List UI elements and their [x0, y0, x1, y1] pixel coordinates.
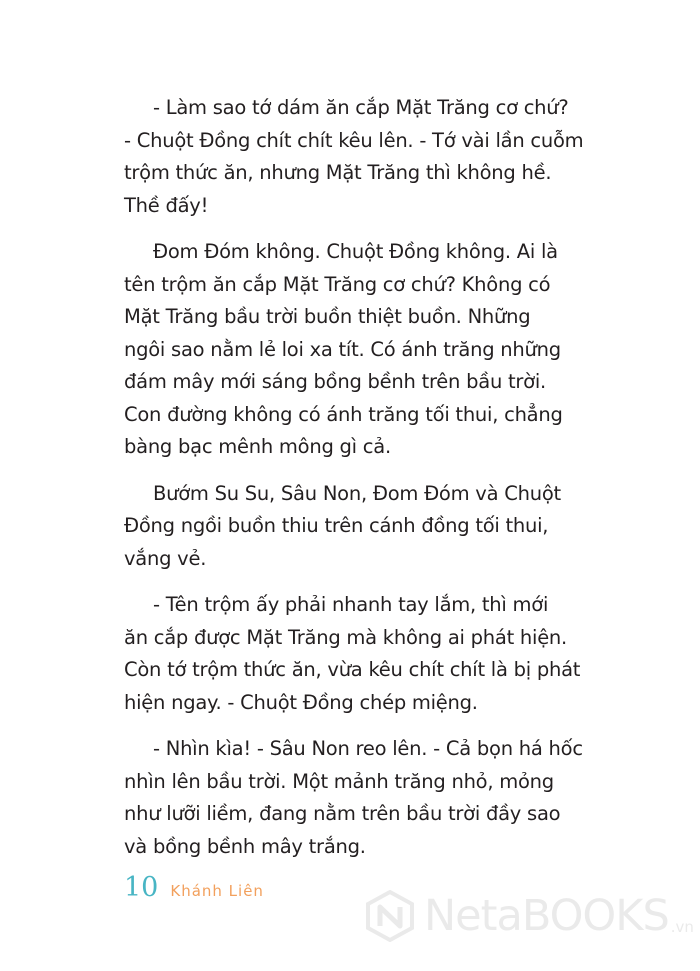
text-line: nhìn lên bầu trời. Một mảnh trăng nhỏ, mỏng [124, 769, 554, 793]
paragraph [124, 92, 584, 222]
text-line: ăn cắp được Mặt Trăng mà không ai phát hiện. [124, 625, 567, 649]
text-line: - Làm sao tớ dám ăn cắp Mặt Trăng cơ chứ? [153, 96, 569, 119]
text-line: Còn tớ trộm thức ăn, vừa kêu chít chít là bị phát [124, 658, 581, 681]
text-line: Đom Đóm không. Chuột Đồng không. Ai là [153, 240, 558, 263]
body-text [124, 92, 584, 877]
text-line: hiện ngay. - Chuột Đồng chép miệng. [124, 690, 478, 714]
paragraph [124, 236, 584, 464]
text-line: Con đường không có ánh trăng tối thui, chẳng [124, 402, 563, 426]
text-line: - Nhìn kìa! - Sâu Non reo lên. - Cả bọn há hốc [153, 737, 583, 760]
netabooks-logo-icon [364, 890, 416, 942]
paragraph [124, 478, 584, 576]
text-line: ngôi sao nằm lẻ loi xa tít. Có ánh trăng những [124, 337, 561, 361]
text-line: Bướm Su Su, Sâu Non, Đom Đóm và Chuột [153, 481, 561, 505]
text-line: vắng vẻ. [124, 546, 207, 570]
text-line: Mặt Trăng bầu trời buồn thiệt buồn. Những [124, 305, 531, 328]
text-line: - Tên trộm ấy phải nhanh tay lắm, thì mới [153, 593, 549, 616]
text-line: đám mây mới sáng bồng bềnh trên bầu trời. [124, 370, 546, 393]
text-line: như lưỡi liềm, đang nằm trên bầu trời đầy sao [124, 802, 561, 825]
paragraph [124, 733, 584, 863]
page-number: 10 [124, 872, 159, 903]
watermark-brand: NetaBOOKS [424, 890, 669, 941]
paragraph [124, 589, 584, 719]
author-name: Khánh Liên [170, 882, 264, 900]
text-line: bàng bạc mênh mông gì cả. [124, 435, 391, 458]
text-line: tên trộm ăn cắp Mặt Trăng cơ chứ? Không có [124, 272, 551, 296]
text-line: Đồng ngồi buồn thiu trên cánh đồng tối thui, [124, 514, 549, 537]
text-line: và bồng bềnh mây trắng. [124, 834, 366, 858]
page-footer [124, 874, 264, 901]
text-line: Thề đấy! [124, 193, 209, 217]
text-line: - Chuột Đồng chít chít kêu lên. - Tớ vài lần cuỗm [124, 128, 584, 152]
watermark [364, 890, 694, 942]
text-line: trộm thức ăn, nhưng Mặt Trăng thì không hề. [124, 161, 552, 184]
watermark-suffix: .vn [670, 918, 694, 936]
